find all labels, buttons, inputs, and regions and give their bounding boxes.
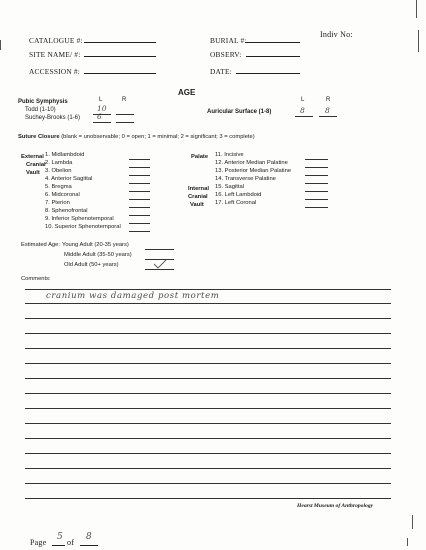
comment-line[interactable] bbox=[25, 483, 391, 484]
suture-score-field[interactable] bbox=[129, 207, 150, 208]
suture-score-field[interactable] bbox=[129, 199, 150, 200]
suchey-right-line[interactable] bbox=[116, 122, 134, 123]
scan-mark bbox=[416, 0, 417, 18]
comments-label: Comments: bbox=[21, 276, 51, 282]
checkmark-icon bbox=[153, 259, 167, 270]
comment-line[interactable] bbox=[25, 498, 391, 499]
todd-left-line bbox=[93, 114, 111, 115]
section-title: AGE bbox=[178, 88, 196, 97]
scan-mark bbox=[407, 538, 408, 546]
observer-field[interactable] bbox=[246, 56, 300, 57]
site-name-field[interactable] bbox=[84, 56, 156, 57]
internal-item: 17. Left Coronal bbox=[215, 200, 257, 206]
auricular-right-value[interactable]: 8 bbox=[325, 106, 330, 115]
group-label-line: Cranial bbox=[26, 162, 46, 168]
catalogue-field[interactable] bbox=[84, 42, 156, 43]
todd-label: Todd (1-10) bbox=[25, 107, 56, 113]
suture-score-field[interactable] bbox=[129, 159, 150, 160]
scan-mark bbox=[412, 515, 413, 529]
page-number-value[interactable]: 5 bbox=[57, 532, 63, 542]
palate-item: 13. Posterior Median Palatine bbox=[215, 168, 292, 174]
auricular-surface-label: Auricular Surface (1-8) bbox=[207, 109, 272, 115]
auricular-col-right-label: R bbox=[326, 97, 331, 103]
burial-label: BURIAL #: bbox=[210, 36, 247, 45]
suture-score-field[interactable] bbox=[129, 175, 150, 176]
internal-score-field[interactable] bbox=[305, 199, 328, 200]
suture-item: 2. Lambda bbox=[45, 160, 73, 166]
auricular-col-left-label: L bbox=[301, 97, 305, 103]
pubic-symphysis-label: Pubic Symphysis bbox=[18, 99, 68, 105]
col-left-label: L bbox=[99, 97, 103, 103]
comment-line[interactable] bbox=[25, 363, 391, 364]
group-label-line: External bbox=[21, 154, 44, 160]
suture-score-field[interactable] bbox=[129, 191, 150, 192]
group-label-line: Internal bbox=[188, 186, 209, 192]
suture-item: 7. Pterion bbox=[45, 200, 70, 206]
suture-item: 1. Midlambdoid bbox=[45, 152, 85, 158]
suture-score-field[interactable] bbox=[129, 183, 150, 184]
group-label-line: Cranial bbox=[188, 194, 208, 200]
palate-score-field[interactable] bbox=[305, 175, 328, 176]
internal-item: 15. Sagittal bbox=[215, 184, 245, 190]
palate-score-field[interactable] bbox=[305, 159, 328, 160]
internal-cranial-vault-label bbox=[188, 185, 209, 209]
age-option-old: Old Adult (50+ years) bbox=[64, 262, 119, 268]
comment-line[interactable] bbox=[25, 438, 391, 439]
comment-line[interactable] bbox=[25, 303, 391, 304]
comments-handwritten-text[interactable]: cranium was damaged post mortem bbox=[46, 291, 220, 301]
group-label-line: Vault bbox=[26, 170, 40, 176]
suture-item: 10. Superior Sphenotemporal bbox=[45, 224, 121, 230]
auricular-right-line bbox=[319, 116, 337, 117]
palate-item: 11. Incisive bbox=[215, 152, 244, 158]
suture-item: 4. Anterior Sagittal bbox=[45, 176, 93, 182]
observer-label: OBSERV: bbox=[210, 50, 242, 59]
palate-item: 14. Transverse Palatine bbox=[215, 176, 276, 182]
internal-score-field[interactable] bbox=[305, 207, 328, 208]
page-number-field bbox=[52, 545, 65, 546]
catalogue-label: CATALOGUE #: bbox=[29, 36, 83, 45]
todd-right-line[interactable] bbox=[116, 114, 134, 115]
indiv-no-label: Indiv No: bbox=[320, 30, 353, 39]
suture-item: 6. Midcoronal bbox=[45, 192, 80, 198]
museum-name: Hearst Museum of Anthropology bbox=[297, 503, 374, 509]
age-option-young: Young Adult (20-35 years) bbox=[62, 242, 129, 248]
suture-score-field[interactable] bbox=[129, 223, 150, 224]
palate-label: Palate bbox=[191, 154, 209, 160]
comment-line[interactable] bbox=[25, 348, 391, 349]
group-label-line: Vault bbox=[190, 202, 204, 208]
suchey-brooks-label: Suchey-Brooks (1-6) bbox=[25, 115, 81, 121]
comment-line[interactable] bbox=[25, 378, 391, 379]
todd-left-value[interactable]: 10 bbox=[97, 104, 107, 113]
internal-score-field[interactable] bbox=[305, 191, 328, 192]
auricular-left-value[interactable]: 8 bbox=[300, 106, 305, 115]
suture-item: 3. Obelion bbox=[45, 168, 72, 174]
suchey-left-line bbox=[93, 122, 111, 123]
scan-mark bbox=[418, 30, 419, 52]
age-young-field[interactable] bbox=[145, 249, 174, 250]
suture-score-field[interactable] bbox=[129, 231, 150, 232]
page-of-label: of bbox=[67, 538, 75, 547]
comment-line[interactable] bbox=[25, 468, 391, 469]
suture-item: 5. Bregma bbox=[45, 184, 72, 190]
suture-score-field[interactable] bbox=[129, 167, 150, 168]
external-cranial-vault-label bbox=[21, 153, 46, 177]
accession-field[interactable] bbox=[84, 73, 156, 74]
palate-item: 12. Anterior Median Palatine bbox=[215, 160, 288, 166]
comment-line[interactable] bbox=[25, 423, 391, 424]
col-right-label: R bbox=[122, 97, 127, 103]
estimated-age-label: Estimated Age: bbox=[21, 242, 60, 248]
date-label: DATE: bbox=[210, 67, 232, 76]
accession-label: ACCESSION #: bbox=[29, 67, 81, 76]
auricular-left-line bbox=[295, 116, 313, 117]
palate-score-field[interactable] bbox=[305, 183, 328, 184]
age-option-middle: Middle Adult (35-50 years) bbox=[64, 252, 132, 258]
site-name-label: SITE NAME/ #: bbox=[29, 50, 81, 59]
comment-line[interactable] bbox=[25, 393, 391, 394]
suture-closure-heading bbox=[18, 134, 255, 140]
comment-line[interactable] bbox=[25, 333, 391, 334]
suture-score-field[interactable] bbox=[129, 215, 150, 216]
date-field[interactable] bbox=[236, 73, 300, 74]
page-label: Page bbox=[30, 538, 47, 547]
suture-closure-title: Suture Closure bbox=[18, 134, 60, 140]
page-total-field bbox=[80, 545, 98, 546]
internal-item: 16. Left Lambdoid bbox=[215, 192, 262, 198]
comment-line[interactable] bbox=[25, 289, 391, 290]
suture-closure-scale: (blank = unobservable; 0 = open; 1 = minimal; 2 = significant; 3 = complete) bbox=[61, 134, 255, 140]
comment-line[interactable] bbox=[25, 408, 391, 409]
suture-item: 8. Sphenofrontal bbox=[45, 208, 88, 214]
scan-mark bbox=[0, 40, 1, 50]
suture-item: 9. Inferior Sphenotemporal bbox=[45, 216, 114, 222]
palate-score-field[interactable] bbox=[305, 167, 328, 168]
page-total-value[interactable]: 8 bbox=[86, 532, 92, 542]
burial-field[interactable] bbox=[245, 42, 300, 43]
comment-line[interactable] bbox=[25, 453, 391, 454]
comment-line[interactable] bbox=[25, 318, 391, 319]
suchey-left-value[interactable]: 6 bbox=[97, 112, 102, 121]
